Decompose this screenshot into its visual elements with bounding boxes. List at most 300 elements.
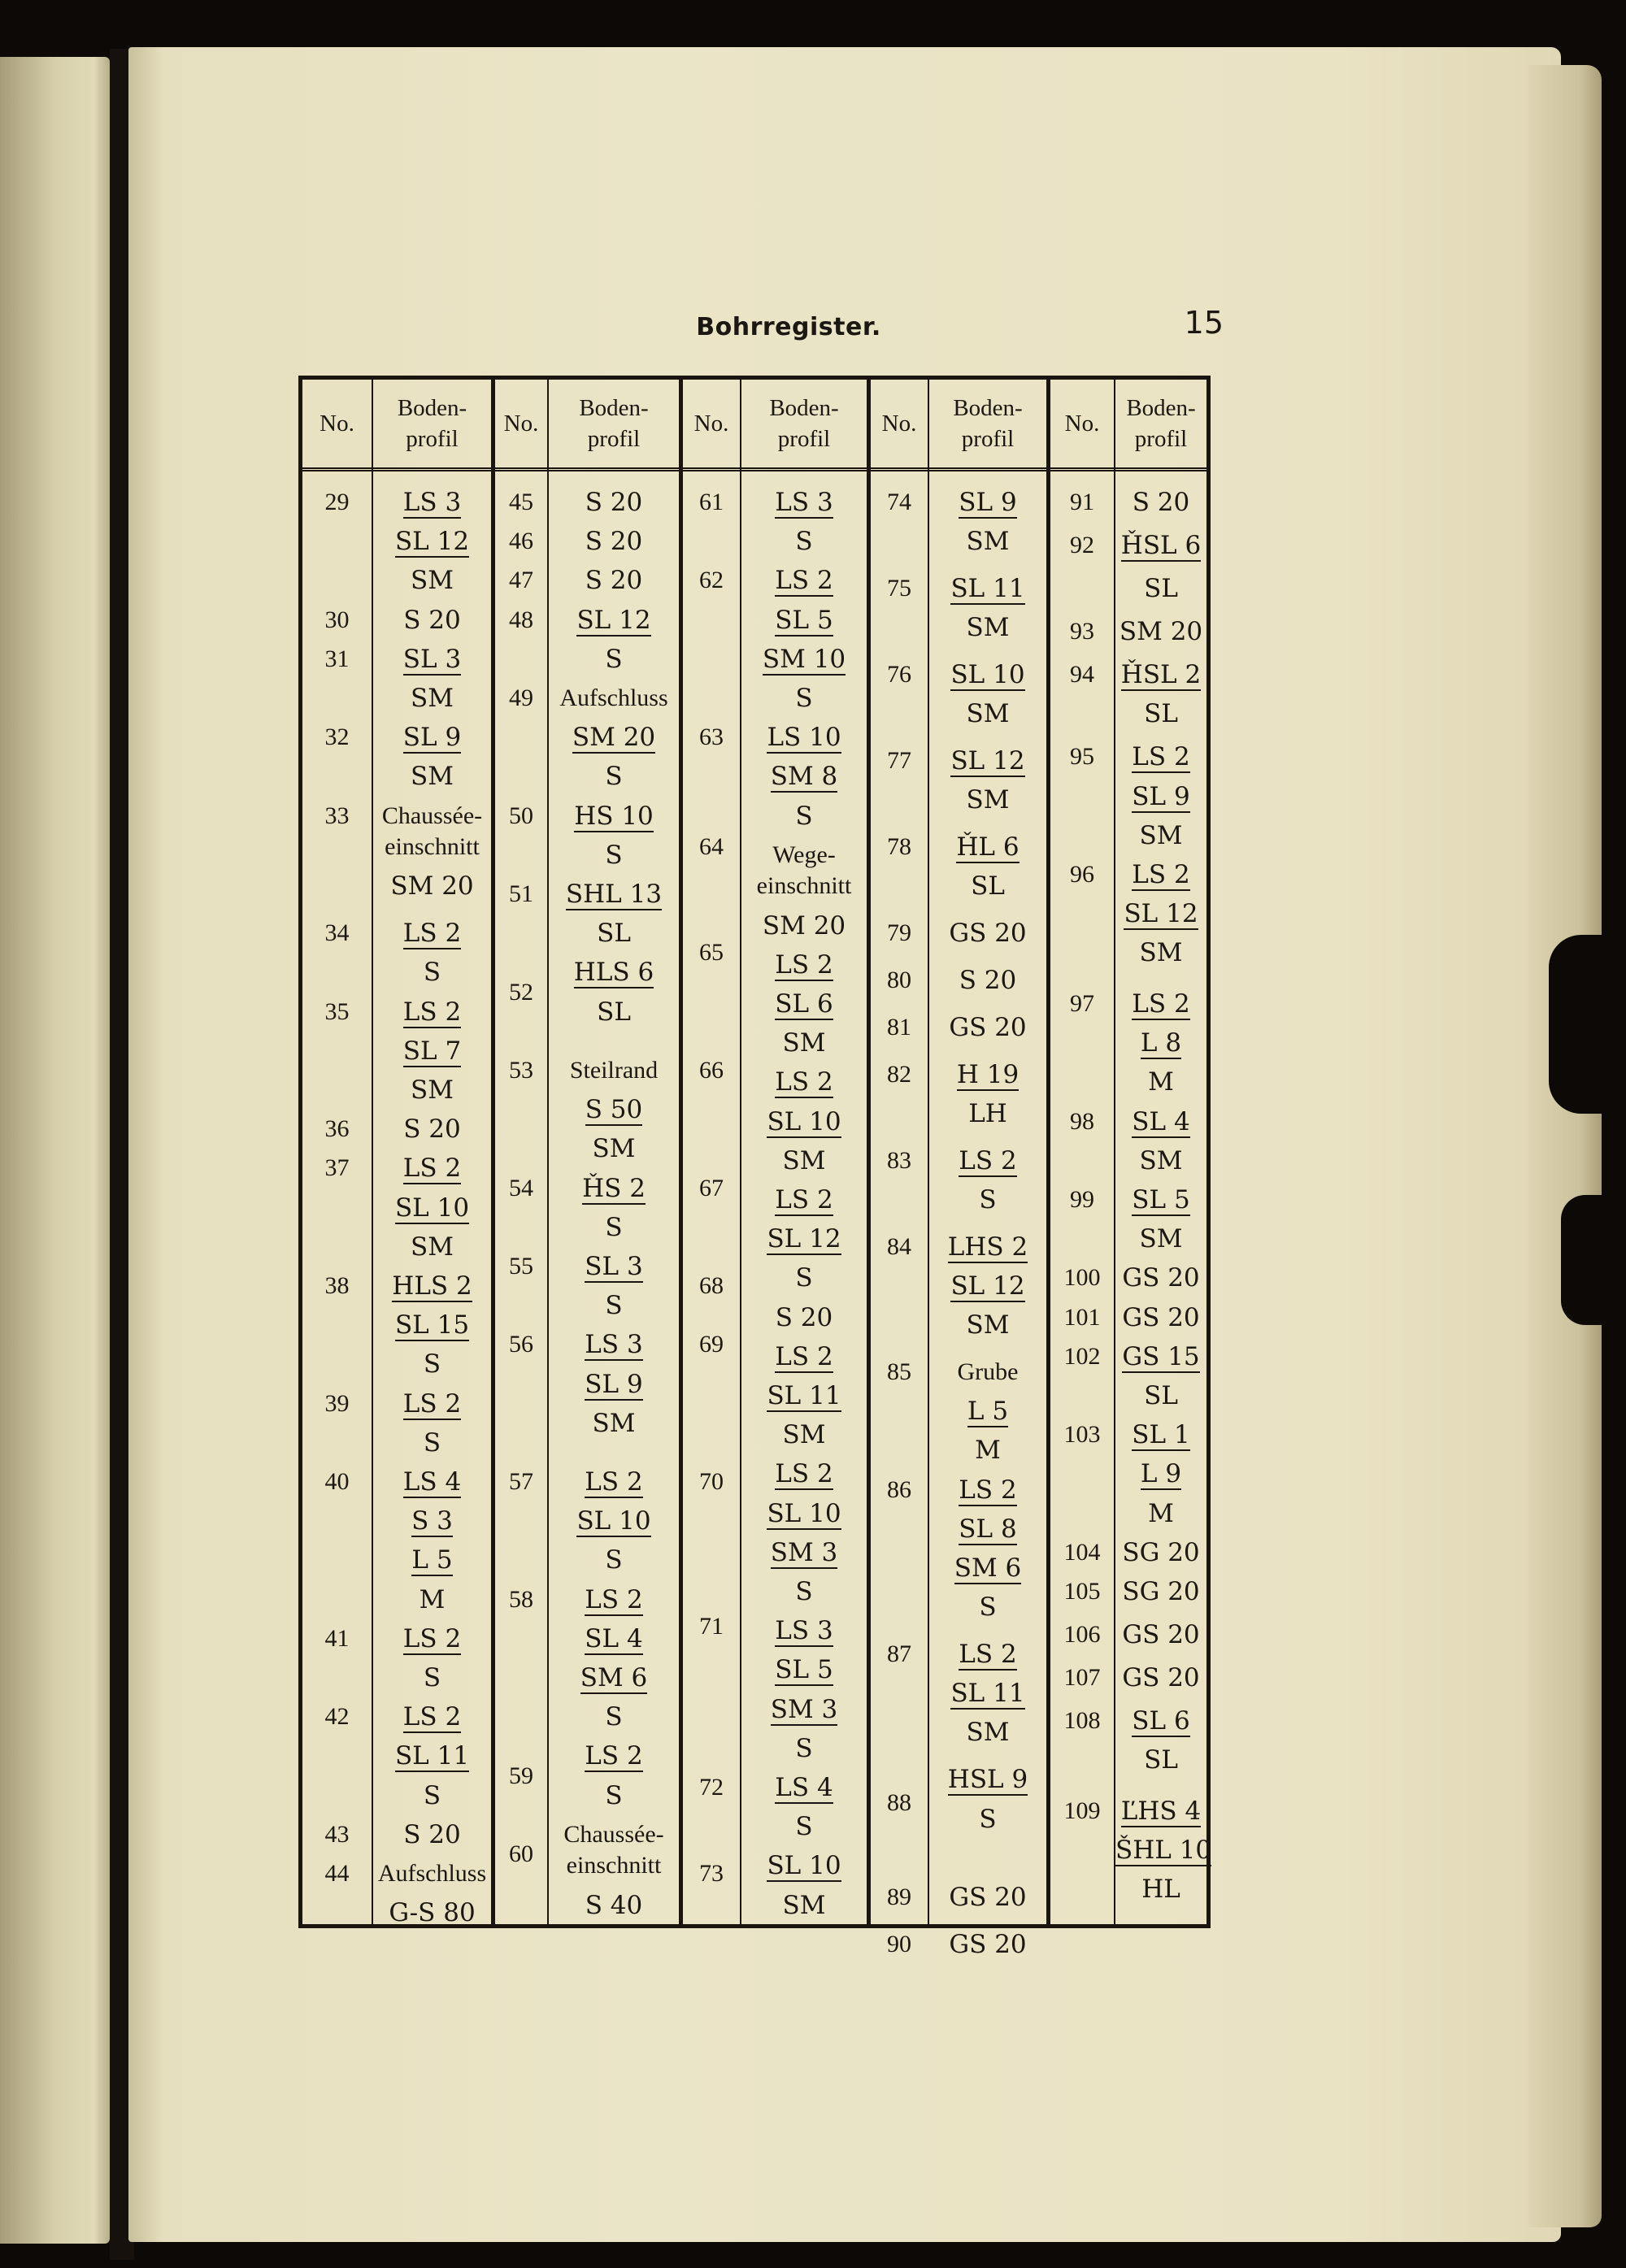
profile-text: SM <box>411 1075 454 1105</box>
profile-text: SM <box>966 785 1010 815</box>
soil-profile-entry <box>549 1286 679 1325</box>
soil-profile-entry <box>549 1462 679 1501</box>
profile-text: SM <box>1139 1145 1183 1175</box>
profile-text: SL <box>1144 574 1178 604</box>
profile-text: LS 2 <box>402 1702 462 1732</box>
no-header: No. <box>495 380 547 471</box>
borehole-number: 72 <box>699 1773 724 1801</box>
soil-profile-entry <box>1115 1258 1206 1297</box>
soil-profile-entry <box>1115 933 1206 972</box>
profile-text: LS 2 <box>585 1467 643 1497</box>
soil-profile-entry <box>929 867 1046 906</box>
profile-text: S <box>795 801 813 831</box>
soil-profile-entry <box>741 1846 867 1885</box>
profile-text: S <box>795 527 813 557</box>
soil-profile-entry <box>741 1102 867 1141</box>
profile-text: S <box>605 1780 623 1810</box>
soil-profile-entry <box>929 1055 1046 1094</box>
soil-profile-entry <box>1115 1415 1206 1454</box>
soil-profile-entry <box>373 483 491 522</box>
profile-text: LHS 2 <box>947 1232 1028 1262</box>
soil-profile-entry <box>549 1129 679 1168</box>
soil-profile-entry <box>741 1258 867 1297</box>
soil-profile-entry <box>929 1588 1046 1627</box>
soil-profile-entry <box>373 561 491 600</box>
soil-profile-entry <box>741 601 867 640</box>
soil-profile-entry <box>1115 1658 1206 1697</box>
soil-profile-entry <box>373 1815 491 1854</box>
borehole-number: 60 <box>509 1840 533 1867</box>
profile-text: SG 20 <box>1122 1537 1200 1567</box>
profile-text: SL 4 <box>1132 1106 1190 1136</box>
soil-profile-entry <box>373 1227 491 1267</box>
profile-text: SM <box>411 566 454 596</box>
borehole-number: 92 <box>1070 532 1094 559</box>
soil-profile-entry <box>1115 1831 1212 1870</box>
profile-text: SM 8 <box>770 762 838 792</box>
borehole-number: 68 <box>699 1272 724 1299</box>
profile-text: SL 7 <box>402 1036 462 1066</box>
profile-text: M <box>419 1584 446 1614</box>
profile-text: LS 2 <box>402 1388 462 1419</box>
soil-profile-entry <box>741 1807 867 1846</box>
soil-profile-entry <box>373 1345 491 1384</box>
no-column-body <box>302 471 372 1924</box>
soil-profile-entry <box>373 1306 491 1345</box>
soil-profile-entry <box>1115 1870 1206 1909</box>
soil-profile-entry <box>1115 1740 1206 1779</box>
soil-profile-entry <box>373 757 491 796</box>
page-number: 15 <box>1184 305 1224 341</box>
soil-profile-entry <box>1115 1615 1206 1654</box>
profile-text: GS 20 <box>949 919 1027 949</box>
profile-text: SHL 13 <box>565 880 663 909</box>
soil-profile-entry <box>929 1141 1046 1180</box>
page-fore-edge <box>1528 65 1602 2227</box>
profile-text: SL 6 <box>1132 1706 1190 1736</box>
profile-text: SM 20 <box>1119 617 1203 647</box>
profile-text: SL <box>1144 1745 1178 1775</box>
no-header: No. <box>302 380 372 471</box>
soil-profile-entry <box>549 1208 679 1247</box>
soil-profile-entry <box>373 953 491 992</box>
soil-profile-entry <box>373 601 491 640</box>
borehole-number: 78 <box>887 833 911 861</box>
soil-profile-entry <box>549 1090 679 1129</box>
profile-text: S <box>795 684 813 713</box>
soil-profile-entry <box>929 694 1046 733</box>
profile-text: SL 12 <box>394 527 470 557</box>
soil-profile-entry <box>1115 655 1206 694</box>
profile-text: LS 2 <box>959 1145 1017 1175</box>
soil-profile-entry <box>373 1580 491 1619</box>
soil-profile-entry <box>929 1180 1046 1219</box>
soil-profile-entry <box>373 1110 491 1149</box>
profile-text: LS 2 <box>775 1341 833 1371</box>
no-column <box>1050 380 1115 1924</box>
profile-text: S <box>423 1780 441 1810</box>
borehole-number: 41 <box>324 1624 350 1652</box>
borehole-number: 81 <box>887 1013 911 1041</box>
soil-profile-entry <box>549 1736 679 1775</box>
borehole-number: 76 <box>887 661 911 689</box>
profile-text: G-S 80 <box>389 1898 476 1928</box>
borehole-number: 71 <box>699 1613 724 1640</box>
soil-profile-entry <box>741 561 867 600</box>
profile-text: S <box>423 1663 441 1692</box>
soil-profile-entry <box>929 1227 1046 1267</box>
borehole-number: 75 <box>887 575 911 602</box>
profile-text: S <box>795 1733 813 1763</box>
soil-profile-entry <box>741 1219 867 1258</box>
profile-text: LS 2 <box>402 1154 462 1184</box>
profile-text: H 19 <box>956 1059 1020 1089</box>
soil-profile-entry <box>373 1071 491 1110</box>
profile-text: LS 2 <box>402 919 462 949</box>
profile-text: LS 2 <box>775 1459 833 1489</box>
borehole-number: 42 <box>324 1703 350 1731</box>
profile-text: SL 11 <box>950 1679 1025 1709</box>
borehole-number: 77 <box>887 747 911 775</box>
profile-text: SL 5 <box>775 1655 833 1685</box>
soil-profile-entry <box>929 961 1046 1000</box>
profile-text: S 20 <box>775 1302 833 1332</box>
profil-header-line1: Boden- <box>769 395 839 421</box>
soil-profile-entry <box>929 1008 1046 1047</box>
profil-header-line2: profil <box>587 426 641 452</box>
profile-text: S <box>795 1812 813 1842</box>
borehole-number: 31 <box>324 645 350 672</box>
soil-profile-entry <box>741 483 867 522</box>
soil-profile-entry <box>373 679 491 718</box>
borehole-number: 105 <box>1063 1577 1101 1605</box>
borehole-number: 29 <box>324 489 350 515</box>
profile-text: Wege- <box>772 841 836 868</box>
borehole-number: 66 <box>699 1056 724 1084</box>
profile-text: SL 12 <box>576 605 651 635</box>
no-column-body <box>683 471 740 1924</box>
borehole-number: 36 <box>324 1115 350 1143</box>
borehole-number: 80 <box>887 967 911 994</box>
borehole-number: 96 <box>1070 860 1094 888</box>
borehole-number: 38 <box>324 1272 350 1299</box>
soil-profile-entry <box>549 875 679 914</box>
soil-profile-entry <box>929 1760 1046 1799</box>
profile-note <box>929 1353 1046 1392</box>
no-header: No. <box>871 380 928 471</box>
profile-text: S <box>795 1576 813 1606</box>
soil-profile-entry <box>1115 984 1206 1023</box>
soil-profile-entry <box>549 1169 679 1208</box>
soil-profile-entry <box>741 679 867 718</box>
profile-text: S <box>605 840 623 870</box>
profil-header-line2: profil <box>406 426 459 452</box>
soil-profile-entry <box>1115 1023 1206 1062</box>
profile-text: SM <box>966 1310 1010 1340</box>
borehole-number: 90 <box>887 1930 911 1957</box>
soil-profile-entry <box>549 1697 679 1736</box>
profile-text: SL 3 <box>402 644 462 674</box>
borehole-number: 30 <box>324 606 350 633</box>
column-pair-4 <box>867 380 1046 1959</box>
profile-text: SM <box>966 699 1010 729</box>
borehole-number: 94 <box>1070 661 1094 689</box>
soil-profile-entry <box>929 1392 1046 1431</box>
profile-text: HS 10 <box>574 801 654 831</box>
soil-profile-entry <box>1115 483 1206 522</box>
profile-text: LS 2 <box>959 1640 1017 1670</box>
soil-profile-entry <box>373 993 491 1032</box>
no-column <box>495 380 549 1924</box>
profile-text: HLS 2 <box>392 1271 472 1301</box>
soil-profile-entry <box>549 953 679 992</box>
profile-note <box>549 1846 679 1885</box>
profile-text: LS 2 <box>959 1475 1017 1505</box>
soil-profile-entry <box>549 1325 679 1364</box>
borehole-number: 83 <box>887 1146 911 1174</box>
profile-note <box>373 828 491 867</box>
profile-text: SL 12 <box>950 1271 1025 1301</box>
profile-text: SL 11 <box>950 574 1025 604</box>
profile-text: HSL 9 <box>947 1765 1028 1795</box>
soil-profile-entry <box>741 1886 867 1925</box>
soil-profile-entry <box>929 1713 1046 1752</box>
profile-text: S <box>423 958 441 988</box>
profile-text: ĽHS 4 <box>1120 1796 1202 1826</box>
soil-profile-entry <box>1115 1102 1206 1141</box>
profile-text: SM 3 <box>770 1537 838 1567</box>
profile-text: SM 20 <box>762 910 846 941</box>
profile-text: einschnitt <box>756 872 852 900</box>
profil-header <box>1115 380 1206 471</box>
borehole-number: 33 <box>324 802 350 829</box>
soil-profile-entry <box>373 1776 491 1815</box>
profile-text: S 40 <box>585 1890 643 1920</box>
column-pair-3 <box>679 380 867 1924</box>
profile-text: Steilrand <box>569 1056 659 1084</box>
soil-profile-entry <box>1115 894 1206 933</box>
soil-profile-entry <box>373 1423 491 1462</box>
soil-profile-entry <box>549 1580 679 1619</box>
profile-text: SM 6 <box>954 1553 1022 1584</box>
borehole-number: 65 <box>699 939 724 967</box>
profile-text: S 20 <box>1132 488 1190 517</box>
profile-note <box>549 1051 679 1090</box>
borehole-number: 74 <box>887 489 911 515</box>
profile-note <box>549 679 679 718</box>
borehole-number: 85 <box>887 1358 911 1386</box>
soil-profile-entry <box>1115 1701 1206 1740</box>
soil-profile-entry <box>929 1800 1046 1839</box>
profile-text: S 20 <box>403 1114 461 1145</box>
profil-header-line2: profil <box>1134 426 1188 452</box>
profil-header-line1: Boden- <box>579 395 649 421</box>
soil-profile-entry <box>929 1925 1046 1964</box>
profil-header-line2: profil <box>961 426 1015 452</box>
borehole-number: 67 <box>699 1174 724 1201</box>
soil-profile-entry <box>1115 1180 1206 1219</box>
profile-text: L 9 <box>1140 1459 1182 1489</box>
borehole-number: 69 <box>699 1331 724 1358</box>
no-column <box>683 380 741 1924</box>
profile-text: LS 3 <box>775 488 833 517</box>
profil-column <box>373 380 491 1928</box>
profile-text: LS 2 <box>402 997 462 1027</box>
soil-profile-entry <box>373 1893 491 1932</box>
profile-text: SL 12 <box>767 1224 841 1254</box>
profil-header-line2: profil <box>777 426 831 452</box>
soil-profile-entry <box>373 1032 491 1071</box>
profile-text: LS 2 <box>585 1584 643 1614</box>
profile-text: LS 2 <box>1132 988 1190 1019</box>
profile-text: SM <box>782 1420 826 1450</box>
soil-profile-entry <box>741 906 867 945</box>
soil-profile-entry <box>549 1886 679 1925</box>
borehole-number: 106 <box>1063 1620 1101 1648</box>
soil-profile-entry <box>1115 569 1206 608</box>
left-page-edge <box>0 57 110 2244</box>
profile-text: S 50 <box>585 1095 643 1125</box>
soil-profile-entry <box>929 1510 1046 1549</box>
soil-profile-entry <box>741 1454 867 1493</box>
borehole-number: 88 <box>887 1789 911 1817</box>
soil-profile-entry <box>549 522 679 561</box>
profile-text: SM <box>411 1232 454 1262</box>
soil-profile-entry <box>929 828 1046 867</box>
profile-text: SL 8 <box>959 1514 1017 1544</box>
profile-text: Aufschluss <box>377 1860 487 1887</box>
soil-profile-entry <box>373 718 491 757</box>
borehole-number: 102 <box>1063 1342 1101 1370</box>
borehole-number: 55 <box>509 1252 533 1280</box>
borehole-register-table <box>298 376 1212 1959</box>
profile-text: S 3 <box>411 1506 453 1536</box>
profile-text: SM <box>966 613 1010 643</box>
soil-profile-entry <box>549 757 679 796</box>
profile-text: ŠHL 10 <box>1115 1836 1212 1866</box>
profile-text: S <box>979 1184 997 1214</box>
profile-text: LS 2 <box>775 1184 833 1214</box>
profile-text: SL 1 <box>1132 1420 1190 1450</box>
profile-text: SL 4 <box>585 1623 643 1653</box>
soil-profile-entry <box>929 1306 1046 1345</box>
no-header: No. <box>1050 380 1114 471</box>
profile-text: SM <box>782 1890 826 1920</box>
profile-text: SL 9 <box>585 1369 643 1399</box>
profil-header <box>549 380 679 471</box>
running-head: Bohrregister. <box>696 313 881 341</box>
soil-profile-entry <box>373 522 491 561</box>
profile-text: SM 6 <box>580 1663 648 1692</box>
profile-text: HL <box>1141 1875 1180 1905</box>
soil-profile-entry <box>929 1431 1046 1470</box>
soil-profile-entry <box>929 780 1046 819</box>
profil-column <box>929 380 1046 1959</box>
borehole-number: 49 <box>509 684 533 711</box>
borehole-number: 32 <box>324 723 350 751</box>
page-tear <box>1561 1195 1610 1325</box>
profile-text: SL 5 <box>775 605 833 635</box>
profile-text: S <box>795 1263 813 1293</box>
borehole-number: 73 <box>699 1860 724 1887</box>
no-column-body <box>871 471 928 1957</box>
soil-profile-entry <box>1115 612 1206 651</box>
soil-profile-entry <box>549 640 679 679</box>
profile-text: GS 20 <box>1122 1263 1200 1293</box>
soil-profile-entry <box>741 797 867 836</box>
borehole-number: 34 <box>324 919 350 947</box>
borehole-number: 37 <box>324 1154 350 1182</box>
borehole-number: 95 <box>1070 743 1094 771</box>
soil-profile-entry <box>741 1768 867 1807</box>
profile-text: SM 20 <box>390 871 474 902</box>
soil-profile-entry <box>929 483 1046 522</box>
profil-header-line1: Boden- <box>1126 395 1196 421</box>
profil-header <box>741 380 867 471</box>
profile-text: SL 10 <box>767 1498 841 1528</box>
profile-text: Grube <box>957 1358 1019 1386</box>
profile-text: L 5 <box>967 1397 1009 1427</box>
profile-text: LS 3 <box>585 1330 643 1360</box>
soil-profile-entry <box>1115 1792 1206 1831</box>
borehole-number: 63 <box>699 723 724 751</box>
borehole-number: 46 <box>509 528 533 555</box>
profile-text: M <box>1148 1067 1174 1097</box>
soil-profile-entry <box>929 1878 1046 1917</box>
soil-profile-entry <box>1115 737 1206 776</box>
profile-text: S <box>605 1702 623 1732</box>
profile-text: GS 20 <box>949 1882 1027 1912</box>
profile-text: S <box>423 1427 441 1458</box>
soil-profile-entry <box>741 1180 867 1219</box>
soil-profile-entry <box>929 914 1046 953</box>
borehole-number: 89 <box>887 1883 911 1910</box>
profile-text: LS 2 <box>1132 859 1190 889</box>
soil-profile-entry <box>741 1494 867 1533</box>
profile-text: SL 9 <box>402 723 462 753</box>
soil-profile-entry <box>929 1674 1046 1713</box>
borehole-number: 107 <box>1063 1664 1101 1691</box>
profile-text: LS 3 <box>402 488 462 517</box>
profil-header-line1: Boden- <box>953 395 1023 421</box>
profile-text: SL 10 <box>950 660 1025 690</box>
soil-profile-entry <box>929 1471 1046 1510</box>
borehole-number: 51 <box>509 880 533 907</box>
soil-profile-entry <box>741 1376 867 1415</box>
soil-profile-entry <box>549 1619 679 1658</box>
borehole-number: 54 <box>509 1174 533 1201</box>
soil-profile-entry <box>1115 1062 1206 1101</box>
profil-column <box>549 380 679 1924</box>
borehole-number: 44 <box>324 1860 350 1887</box>
soil-profile-entry <box>373 1384 491 1423</box>
borehole-number: 103 <box>1063 1421 1101 1449</box>
profile-text: S <box>979 1804 997 1834</box>
profile-text: SM <box>592 1408 636 1438</box>
profile-text: SL 6 <box>775 988 833 1019</box>
soil-profile-entry <box>373 1501 491 1540</box>
soil-profile-entry <box>549 601 679 640</box>
profile-text: SL <box>971 871 1005 902</box>
soil-profile-entry <box>741 1337 867 1376</box>
soil-profile-entry <box>741 1141 867 1180</box>
borehole-number: 53 <box>509 1056 533 1084</box>
profile-text: SM <box>592 1134 636 1164</box>
borehole-number: 61 <box>699 489 724 515</box>
soil-profile-entry <box>741 1690 867 1729</box>
no-column <box>302 380 373 1924</box>
profile-text: SL 11 <box>394 1741 470 1771</box>
